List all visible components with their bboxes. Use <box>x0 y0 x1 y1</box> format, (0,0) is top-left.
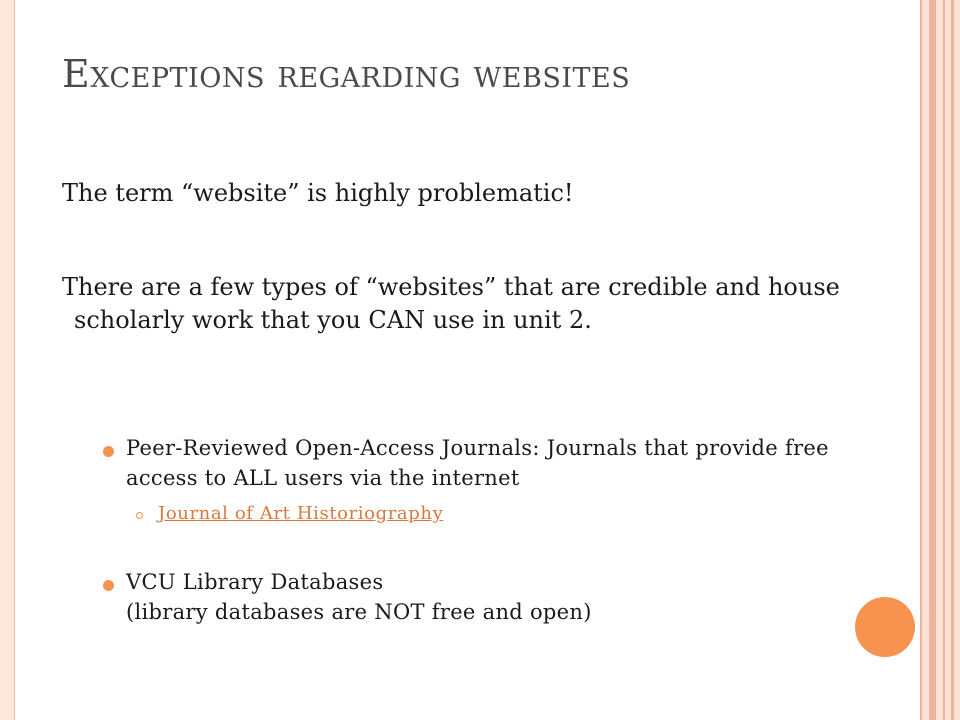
bullet-open-access-journals: Peer-Reviewed Open-Access Journals: Journals that provide free access to ALL users via the internet <box>126 436 829 490</box>
decorative-stripe <box>929 0 936 720</box>
bullet-dot <box>103 580 114 591</box>
decorative-stripe <box>943 0 945 720</box>
bullet-line: VCU Library Databases <box>126 570 384 594</box>
slide-title: Exceptions regarding websites <box>62 52 631 96</box>
left-frame-border <box>0 0 15 720</box>
right-decorative-panel <box>920 0 960 720</box>
paragraph-credible-websites: There are a few types of “websites” that are credible and house scholarly work that you CAN use in unit 2. <box>62 273 840 334</box>
journal-art-historiography-link[interactable]: Journal of Art Historiography <box>158 503 444 524</box>
decorative-stripe <box>951 0 954 720</box>
decorative-orange-circle <box>855 597 915 657</box>
decorative-stripe <box>920 0 922 720</box>
bullet-vcu-library-databases <box>126 567 846 627</box>
sub-bullet-ring-icon <box>136 512 143 519</box>
paragraph-problematic-term: The term “website” is highly problematic! <box>62 179 574 207</box>
bullet-dot <box>103 446 114 457</box>
bullet-line: (library databases are NOT free and open) <box>126 600 592 624</box>
